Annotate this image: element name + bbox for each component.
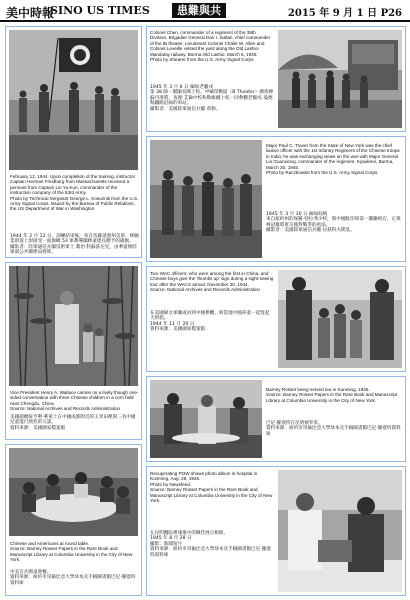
photo-railway-yard	[278, 30, 402, 128]
caption-recuperating-pow-zh: 在昆明醫院裡康復中的戰俘展示相冊。 1945 年 8 月 28 日 攝影：新聞短片 資料來源：紐約市哥倫比亞大學珍本及手稿圖書館巴尼·羅塞特資料庫	[150, 531, 271, 558]
photo-panel-railway-yard	[146, 26, 406, 132]
section-title: 患難與共	[172, 3, 226, 18]
photo-wallace-cornfield	[9, 266, 138, 386]
photo-panel-wallace-cornfield	[5, 262, 142, 440]
caption-round-table-zh: 中美官兵圍桌會餐。 資料來源：紐約市哥倫比亞大學珍本及手稿圖書館巴尼·羅塞特資料庫	[10, 570, 136, 586]
header-rule	[0, 20, 410, 22]
masthead-chinese: 美中時報	[6, 6, 55, 20]
page-number: P26	[380, 8, 402, 19]
page-header	[0, 0, 410, 22]
caption-flag-ceremony-zh: 1944 年 2 月 12 日，訓練結束後，來自馬薩諸塞州美軍，林駿業尉從上尉接受一面旗幟 53 軍教導團林遠連長贈予的錦旗。 攝影者：陸軍通信兵團技術軍士 喬治·科蘇茲尼克，由華盛頓陸軍部公共關係局發佈。	[10, 234, 139, 256]
photo-liaison-officer	[150, 140, 262, 258]
caption-wallace-cornfield-en: Vice President Henry A. Wallace carries on a lively though one-sided conversation with three Chinese children in a corn field near Chengdu, China. Source: National Archives and Records Administration	[10, 390, 139, 412]
photo-panel-liaison-officer	[146, 136, 406, 262]
photo-round-table	[9, 448, 138, 536]
photo-recuperating-pow	[278, 470, 402, 592]
caption-round-table-en: Chinese and Americans at round table. Source: Barney Rosset Papers in the Rare Book and Manuscript Library at Columbia University in the City of New York.	[10, 541, 133, 563]
caption-liaison-officer-en: Major Paul C. Traver from the State of New York was the chief liaison officer with the 1st Infantry Regiment of the Chinese troops in India; he was exchanging views on the war with Major General Lin Guanxiong, commander of the regiment. Kyaukme, Burma, March 30, 1945. Photo by Raczkowski from the U.S. Army Signal Corps.	[266, 143, 400, 176]
photo-panel-recuperating-pow	[146, 466, 406, 596]
caption-flag-ceremony-en: February 12, 1944. Upon completion of the training, instructor Captain Herman Freidburg from Massachusetts received a pennant from Captain Lin Yu Kun, commander of the instruction company of the 53rd Army. Photo by Technical Sergeant George L. Kosuznik from the U.S. Army Signal Corps. Issued by the Bureau of Public Relations, the US Department of War in Washington	[10, 174, 139, 212]
issue-date: 2015 年 9 月 1 日	[287, 8, 378, 19]
photo-panel-rosset-tea	[146, 376, 406, 462]
photo-rosset-tea	[150, 380, 262, 458]
caption-recuperating-pow-en: Recuperating POW shows photo album in hospital in Kunming, Aug. 28, 1945. Photo by Newsfeed. Source: Barney Rosset Papers in the Rare Book and Manuscript Library at Columbia University in the City of New York.	[150, 471, 273, 504]
photo-wac-officers	[278, 270, 402, 368]
photo-panel-round-table	[5, 444, 142, 596]
photo-panel-flag-ceremony	[5, 26, 142, 258]
issue-date-page	[288, 4, 402, 19]
caption-wallace-cornfield-zh: 美國副總統亨利·華萊士在中國成都附近的玉米田裡與三名中國兒童進行熱烈的交談。 資料來源：美國國家檔案館	[10, 415, 136, 431]
caption-wac-officers-en: Two WAC officers, who were among the first in China, and Chinese boys give the 'thumbs up' sign during a sight-seeing tour after the WACS arrival, November 20, 1944. Source: National Archives and Records Administration	[150, 271, 274, 293]
caption-railway-yard-en: Colonel Chen, commander of a regiment of the 38th Division, Brigadier General Dan I. Sultan, chief commander of the IB theater, Lieutenant Colonel Chalie W. Allen and Colonel Leveille visited the yard along the Old Lashio-Mandalay railway. Burma Old Lashio, March 6, 1945. Photo by Shearer from the U.S. Army Signal Corps.	[150, 30, 271, 63]
photo-panel-wac-officers	[146, 266, 406, 372]
caption-rosset-tea-zh: 巴尼·羅塞特在昆明被奉茶。 資料來源：紐約市哥倫比亞大學珍本及手稿圖書館巴尼·羅塞特資料庫	[266, 421, 401, 437]
masthead-english: SINO US TIMES	[50, 4, 150, 17]
caption-rosset-tea-en: Barney Rosset being served tea in Kunming, 1945. Source: Barney Rosset Papers in the Rare Book and Manuscript Library at Columbia University in the City of New York.	[266, 387, 398, 403]
caption-wac-officers-zh: 在美國婦女軍團成員到中國參觀，與當地中國孩童一起豎起大拇指。 1944 年 11 月 20 日 資料來源：美國國家檔案館	[150, 311, 270, 333]
caption-liaison-officer-zh: 1945 年 3 月 30 日 緬甸皎梅 來自紐約州的保羅·特拉弗少校，與中國駐印軍第一團聯絡官，正與林冠雄將軍交換對戰爭的看法。 攝影者：美國陸軍通信兵團 拉茲科夫斯基。	[266, 212, 401, 234]
photo-flag-ceremony	[9, 30, 138, 170]
caption-railway-yard-zh: 1945 年 3 月 6 日 緬甸老臘戍 第 38 師一個團長陳上校、中緬印戰區（B Theater）總指揮蘇丹准將、查理·艾倫中校和勒維爾上校一同參觀老臘戍-曼德勒鐵路沿線的車站。 攝影者：美國陸軍通信兵團 希勒。	[150, 85, 274, 112]
